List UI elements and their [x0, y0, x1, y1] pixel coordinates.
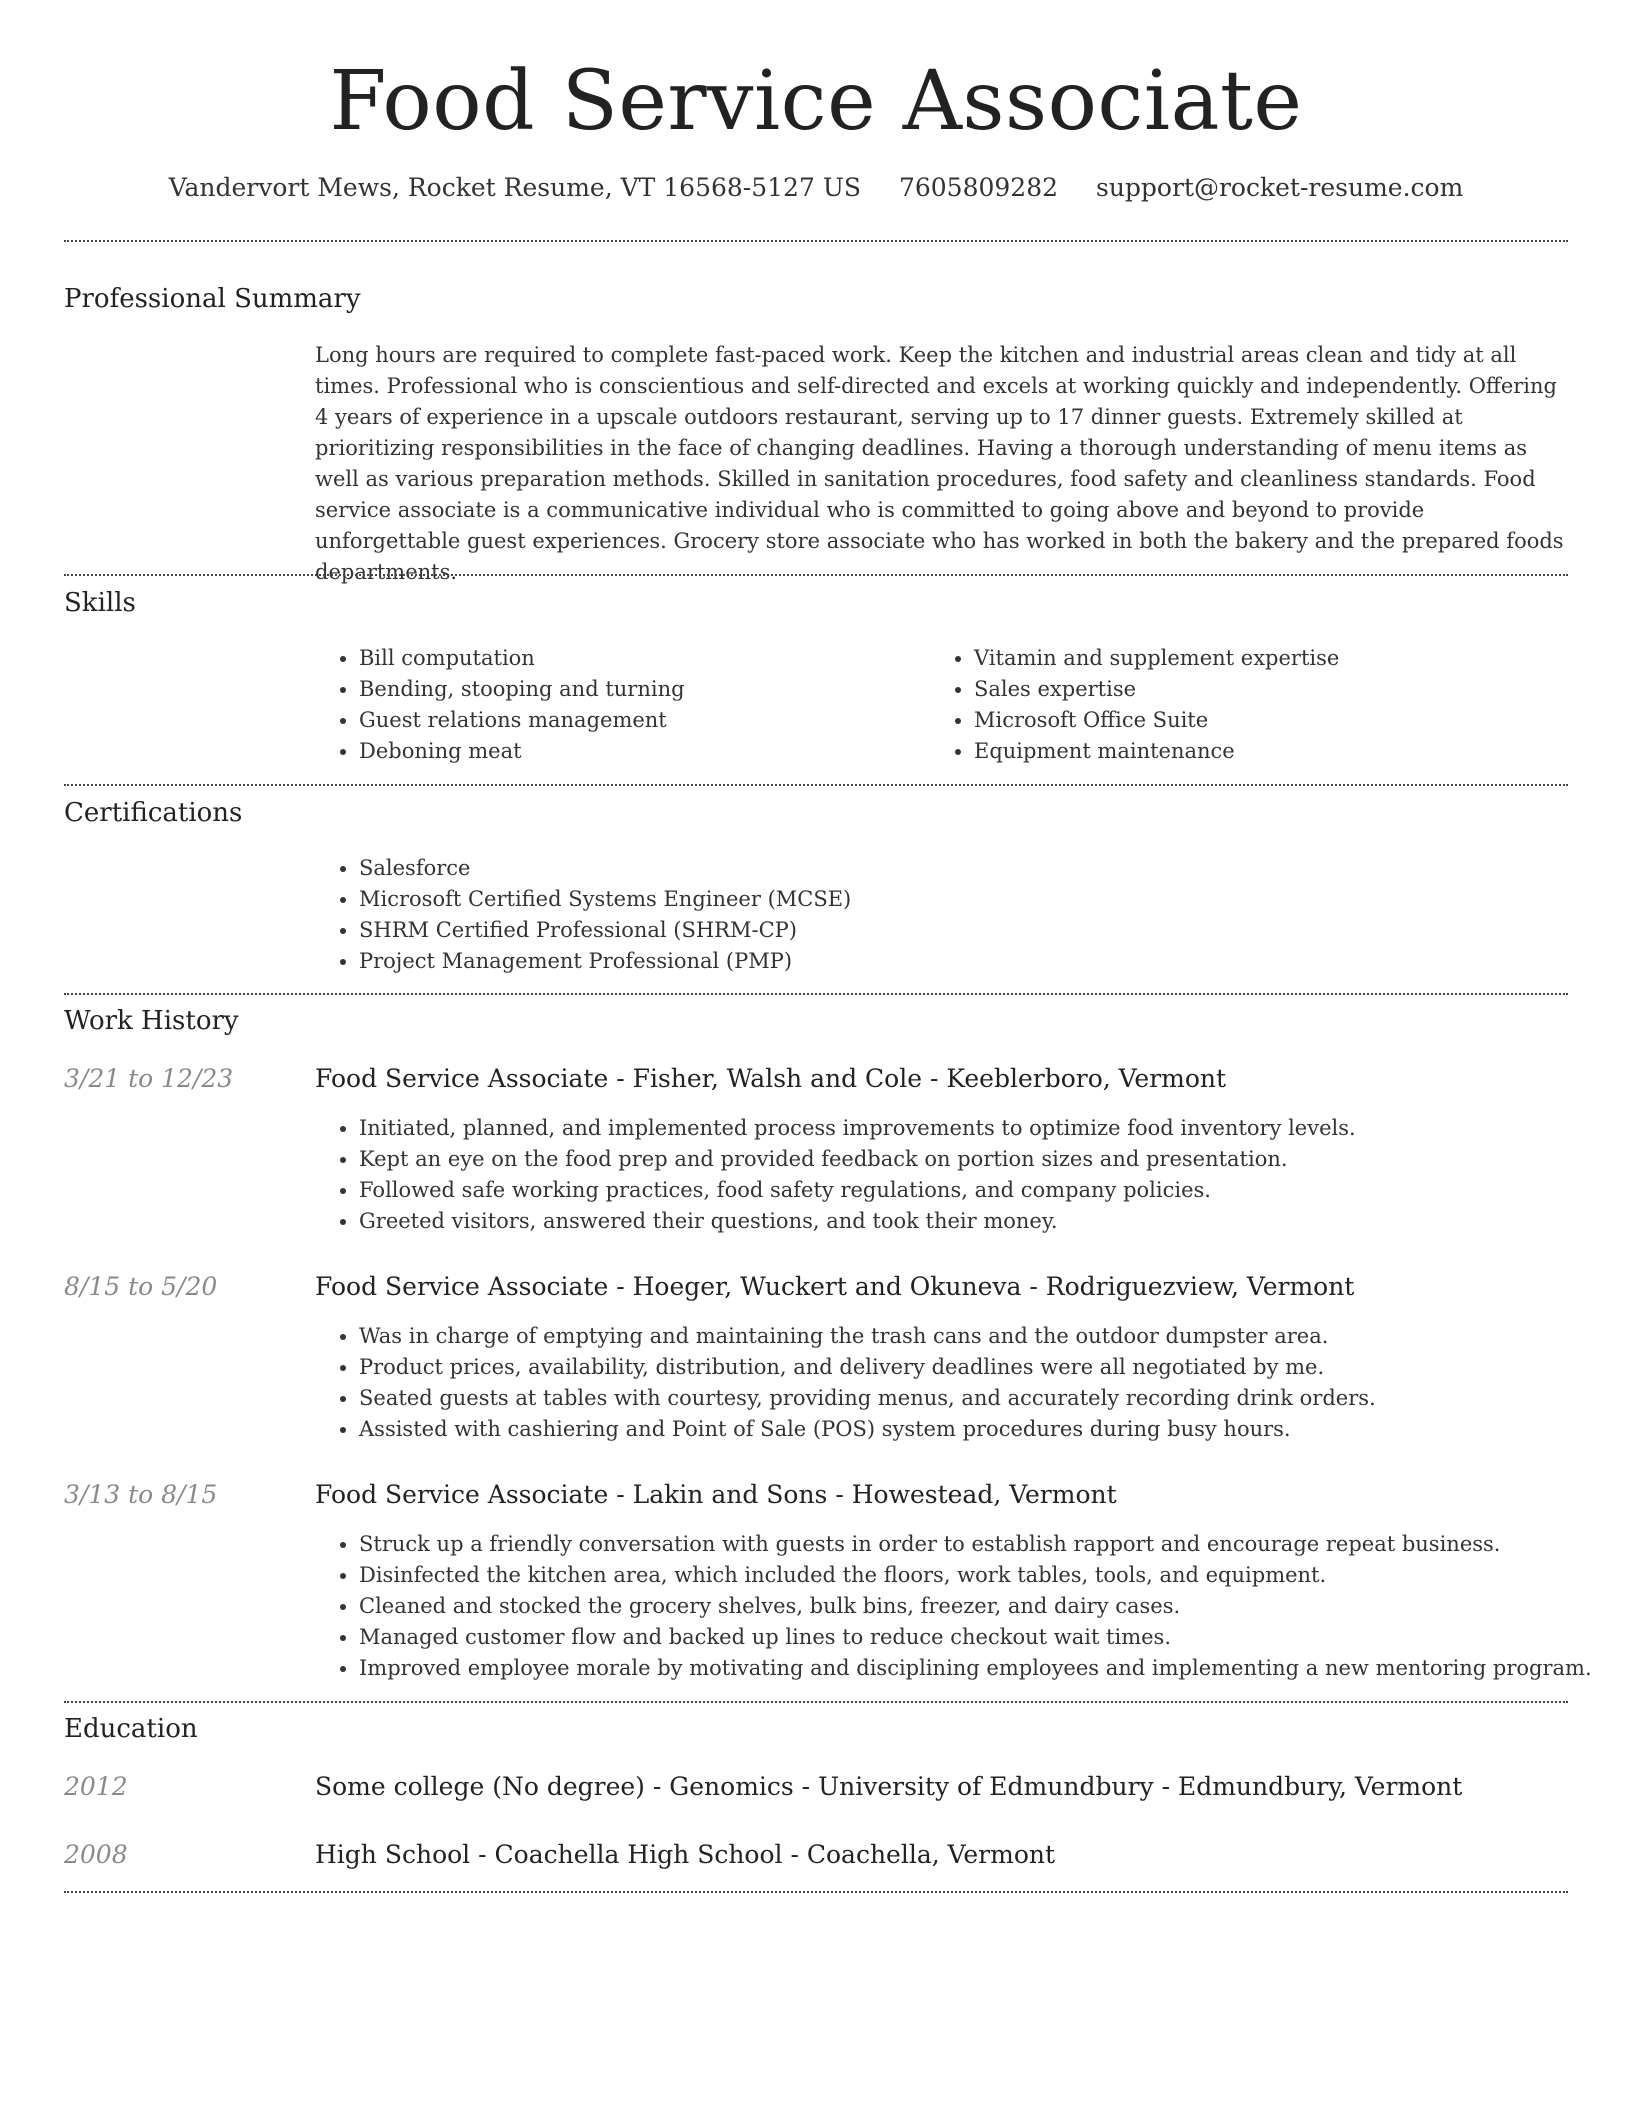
list-item: • Deboning meat — [359, 736, 919, 767]
section-heading-certifications: Certifications — [64, 798, 243, 828]
list-item: • Followed safe working practices, food safety regulations, and company policies. — [359, 1175, 1609, 1206]
divider — [64, 1891, 1568, 1893]
list-item: • Seated guests at tables with courtesy, providing menus, and accurately recording drink orders. — [359, 1383, 1609, 1414]
list-item: • Guest relations management — [359, 705, 919, 736]
education-title: High School - Coachella High School - Coachella, Vermont — [315, 1840, 1056, 1869]
list-item: • Disinfected the kitchen area, which included the floors, work tables, tools, and equipment. — [359, 1560, 1629, 1591]
section-heading-work-history: Work History — [64, 1006, 239, 1036]
resume-name: Food Service Associate — [329, 54, 1303, 149]
section-heading-skills: Skills — [64, 588, 136, 618]
section-heading-summary: Professional Summary — [64, 284, 361, 314]
list-item: • Vitamin and supplement expertise — [974, 643, 1594, 674]
list-item: • Project Management Professional (PMP) — [359, 946, 1559, 977]
contact-address: Vandervort Mews, Rocket Resume, VT 16568-5127 US — [168, 173, 862, 202]
skills-list-left — [315, 643, 919, 767]
summary-text: Long hours are required to complete fast-paced work. Keep the kitchen and industrial areas clean and tidy at all times. Professional who is conscientious and self-directed and excels at working quickly and independently. Offering 4 years of experience in a upscale outdoors restaurant, serving up to 17 dinner guests. Extremely skilled at prioritizing responsibilities in the face of changing deadlines. Having a thorough understanding of menu items as well as various preparation methods. Skilled in sanitation procedures, food safety and cleanliness standards. Food service associate is a communicative individual who is committed to going above and beyond to provide unforgettable guest experiences. Grocery store associate who has worked in both the bakery and the prepared foods departments. — [315, 343, 1564, 584]
job-title: Food Service Associate - Hoeger, Wuckert and Okuneva - Rodriguezview, Vermont — [315, 1272, 1355, 1301]
section-heading-education: Education — [64, 1714, 198, 1744]
job-dates: 3/13 to 8/15 — [64, 1480, 218, 1509]
certifications-list — [315, 853, 1559, 977]
list-item: • Initiated, planned, and implemented process improvements to optimize food inventory levels. — [359, 1113, 1609, 1144]
divider — [64, 993, 1568, 995]
job-dates: 8/15 to 5/20 — [64, 1272, 218, 1301]
list-item: • Greeted visitors, answered their questions, and took their money. — [359, 1206, 1609, 1237]
divider — [64, 784, 1568, 786]
list-item: • Struck up a friendly conversation with guests in order to establish rapport and encourage repeat business. — [359, 1529, 1629, 1560]
list-item: • Assisted with cashiering and Point of Sale (POS) system procedures during busy hours. — [359, 1414, 1609, 1445]
job-title: Food Service Associate - Fisher, Walsh and Cole - Keeblerboro, Vermont — [315, 1064, 1227, 1093]
list-item: • Microsoft Certified Systems Engineer (MCSE) — [359, 884, 1559, 915]
list-item: • Bending, stooping and turning — [359, 674, 919, 705]
list-item: • Improved employee morale by motivating and disciplining employees and implementing a new mentoring program. — [359, 1653, 1629, 1684]
list-item: • Cleaned and stocked the grocery shelves, bulk bins, freezer, and dairy cases. — [359, 1591, 1629, 1622]
job-dates: 3/21 to 12/23 — [64, 1064, 234, 1093]
list-item: • Product prices, availability, distribution, and delivery deadlines were all negotiated by me. — [359, 1352, 1609, 1383]
education-title: Some college (No degree) - Genomics - University of Edmundbury - Edmundbury, Vermont — [315, 1772, 1463, 1801]
education-year: 2008 — [64, 1840, 128, 1869]
job-title: Food Service Associate - Lakin and Sons - Howestead, Vermont — [315, 1480, 1117, 1509]
divider — [64, 1701, 1568, 1703]
list-item: • SHRM Certified Professional (SHRM-CP) — [359, 915, 1559, 946]
job-bullets — [315, 1529, 1629, 1684]
skills-list-right — [930, 643, 1594, 767]
education-year: 2012 — [64, 1772, 128, 1801]
list-item: • Kept an eye on the food prep and provided feedback on portion sizes and presentation. — [359, 1144, 1609, 1175]
list-item: • Sales expertise — [974, 674, 1594, 705]
list-item: • Salesforce — [359, 853, 1559, 884]
list-item: • Equipment maintenance — [974, 736, 1594, 767]
list-item: • Bill computation — [359, 643, 919, 674]
list-item: • Managed customer flow and backed up lines to reduce checkout wait times. — [359, 1622, 1629, 1653]
divider — [64, 240, 1568, 242]
divider — [64, 574, 1568, 576]
list-item: • Was in charge of emptying and maintaining the trash cans and the outdoor dumpster area. — [359, 1321, 1609, 1352]
job-bullets — [315, 1321, 1609, 1445]
job-bullets — [315, 1113, 1609, 1237]
contact-email: support@rocket-resume.com — [1095, 173, 1464, 202]
contact-line — [0, 170, 1632, 206]
list-item: • Microsoft Office Suite — [974, 705, 1594, 736]
contact-phone: 7605809282 — [898, 173, 1059, 202]
